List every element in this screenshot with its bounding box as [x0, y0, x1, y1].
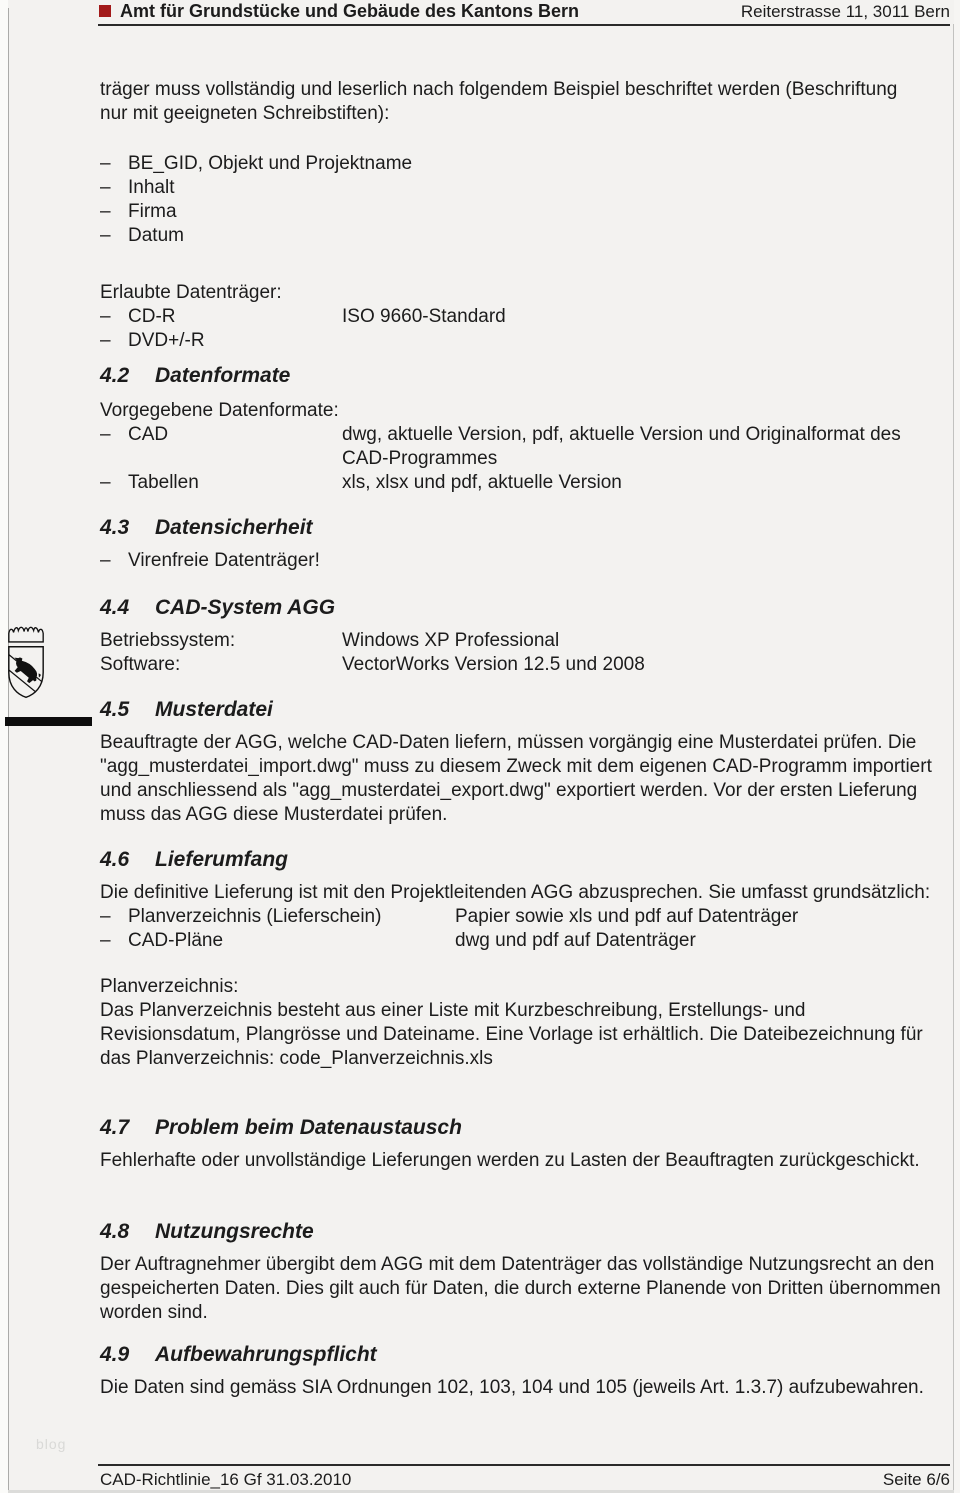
definition-row	[100, 471, 948, 495]
definition-row	[100, 905, 948, 929]
section-heading	[100, 363, 948, 389]
section-heading	[100, 1342, 948, 1368]
plan-index-paragraph: Das Planverzeichnis besteht aus einer Liste mit Kurzbeschreibung, Erstellungs- und Revisionsdatum, Plangrösse und Dateiname. Eine Vorlage ist erhältlich. Die Dateibezeichnung für das Planverzeichnis: code_Planverzeichnis.xls	[100, 1000, 923, 1069]
list-item	[100, 200, 948, 224]
footer-doc-reference: CAD-Richtlinie_16 Gf 31.03.2010	[100, 1470, 352, 1489]
section-title: Problem beim Datenaustausch	[155, 1116, 462, 1139]
footer-rule	[98, 1464, 950, 1466]
list-item-text: Firma	[128, 201, 177, 222]
definition-term: Software:	[100, 654, 181, 675]
section-title: Aufbewahrungspflicht	[155, 1343, 377, 1366]
definition-value: dwg und pdf auf Datenträger	[455, 930, 696, 951]
dash-bullet: –	[100, 472, 111, 493]
section-number: 4.6	[100, 848, 130, 871]
section-paragraph: Die Daten sind gemäss SIA Ordnungen 102, 103, 104 und 105 (jeweils Art. 1.3.7) aufzubewahren.	[100, 1377, 924, 1398]
list-item	[100, 224, 948, 248]
list-item-text: Virenfreie Datenträger!	[128, 550, 320, 571]
page-right-margin	[954, 0, 960, 1493]
label-list	[100, 152, 948, 248]
definition-term: Tabellen	[128, 472, 199, 493]
dash-bullet: –	[100, 330, 111, 351]
section-title: Nutzungsrechte	[155, 1220, 314, 1243]
dash-bullet: –	[100, 201, 111, 222]
definition-term: CAD	[128, 424, 169, 445]
intro-paragraph: träger muss vollständig und leserlich nach folgendem Beispiel beschriftet werden (Beschriftung nur mit geeigneten Schreibstiften):	[100, 79, 898, 124]
section-paragraph: Fehlerhafte oder unvollständige Lieferungen werden zu Lasten der Beauftragten zurückgeschickt.	[100, 1150, 920, 1171]
dash-bullet: –	[100, 906, 111, 927]
page-border-right	[953, 24, 954, 1493]
allowed-media-block	[100, 281, 948, 353]
dash-bullet: –	[100, 550, 111, 571]
section-title: Datensicherheit	[155, 516, 313, 539]
dash-bullet: –	[100, 225, 111, 246]
list-item	[100, 152, 948, 176]
definition-term: Planverzeichnis (Lieferschein)	[128, 906, 382, 927]
header-office-title: Amt für Grundstücke und Gebäude des Kantons Bern	[120, 1, 580, 21]
definition-row	[100, 629, 948, 653]
definition-value: VectorWorks Version 12.5 und 2008	[342, 654, 645, 675]
definition-row	[100, 929, 948, 953]
media-value: ISO 9660-Standard	[342, 306, 506, 327]
media-term: CD-R	[128, 306, 176, 327]
section-4-9	[100, 1342, 948, 1400]
list-item	[100, 329, 948, 353]
list-item-text: Datum	[128, 225, 184, 246]
definition-value: Windows XP Professional	[342, 630, 560, 651]
media-term: DVD+/-R	[128, 330, 205, 351]
section-4-4	[100, 595, 948, 677]
section-paragraph: Der Auftragnehmer übergibt dem AGG mit dem Datenträger das vollständige Nutzungsrecht an den gespeicherten Daten. Dies gilt auch für Daten, die durch externe Planende von Dritten übernommen worden sind.	[100, 1254, 941, 1323]
bern-coat-of-arms-icon	[5, 622, 47, 702]
definition-row	[100, 423, 948, 471]
section-title: Lieferumfang	[155, 848, 289, 871]
section-title: Musterdatei	[155, 698, 273, 721]
dash-bullet: –	[100, 306, 111, 327]
section-number: 4.4	[100, 596, 130, 619]
section-number: 4.5	[100, 698, 130, 721]
section-paragraph: Die definitive Lieferung ist mit den Projektleitenden AGG abzusprechen. Sie umfasst grundsätzlich:	[100, 882, 931, 903]
definition-row	[100, 653, 948, 677]
section-4-8	[100, 1219, 948, 1325]
section-4-2	[100, 363, 948, 495]
section-heading	[100, 515, 948, 541]
dash-bullet: –	[100, 153, 111, 174]
dash-bullet: –	[100, 930, 111, 951]
plan-index-label: Planverzeichnis:	[100, 976, 239, 997]
section-title: CAD-System AGG	[155, 596, 336, 619]
definition-value: Papier sowie xls und pdf auf Datenträger	[455, 906, 799, 927]
list-item	[100, 549, 948, 573]
header-rule	[98, 24, 950, 26]
definition-value: xls, xlsx und pdf, aktuelle Version	[342, 472, 622, 493]
list-item	[100, 305, 948, 329]
section-number: 4.9	[100, 1343, 130, 1366]
dash-bullet: –	[100, 424, 111, 445]
section-4-6	[100, 847, 948, 1071]
section-4-7	[100, 1115, 948, 1173]
allowed-media-label: Erlaubte Datenträger:	[100, 282, 282, 303]
definition-term: CAD-Pläne	[128, 930, 224, 951]
header-address: Reiterstrasse 11, 3011 Bern	[740, 2, 950, 21]
dash-bullet: –	[100, 177, 111, 198]
section-4-5	[100, 697, 948, 827]
section-paragraph: Beauftragte der AGG, welche CAD-Daten liefern, müssen vorgängig eine Musterdatei prüfen. Die "agg_musterdatei_import.dwg" muss zu diesem Zweck mit dem eigenen CAD-Programm importiert und anschliessend als "agg_musterdatei_export.dwg" exportiert werden. Vor der ersten Lieferung muss das AGG diese Musterdatei prüfen.	[100, 732, 932, 825]
footer-page-number: Seite 6/6	[882, 1470, 950, 1489]
list-item-text: BE_GID, Objekt und Projektname	[128, 153, 413, 174]
section-4-3	[100, 515, 948, 573]
section-number: 4.7	[100, 1116, 130, 1139]
section-heading	[100, 847, 948, 873]
definition-value: dwg, aktuelle Version, pdf, aktuelle Version und Originalformat des CAD-Programmes	[342, 424, 901, 469]
intro-paragraph-block	[100, 78, 948, 126]
left-margin-black-bar	[5, 717, 92, 726]
section-heading	[100, 1219, 948, 1245]
list-item	[100, 176, 948, 200]
definition-term: Betriebssystem:	[100, 630, 236, 651]
section-number: 4.2	[100, 364, 130, 387]
page-left-margin	[0, 0, 8, 1493]
section-number: 4.3	[100, 516, 130, 539]
list-item-text: Inhalt	[128, 177, 175, 198]
section-heading	[100, 1115, 948, 1141]
page-border-left	[8, 8, 9, 1493]
watermark: blog	[36, 1436, 67, 1452]
section-lead: Vorgegebene Datenformate:	[100, 400, 339, 421]
section-title: Datenformate	[155, 364, 291, 387]
section-heading	[100, 595, 948, 621]
section-heading	[100, 697, 948, 723]
section-number: 4.8	[100, 1220, 130, 1243]
header-red-square-icon	[99, 5, 111, 17]
